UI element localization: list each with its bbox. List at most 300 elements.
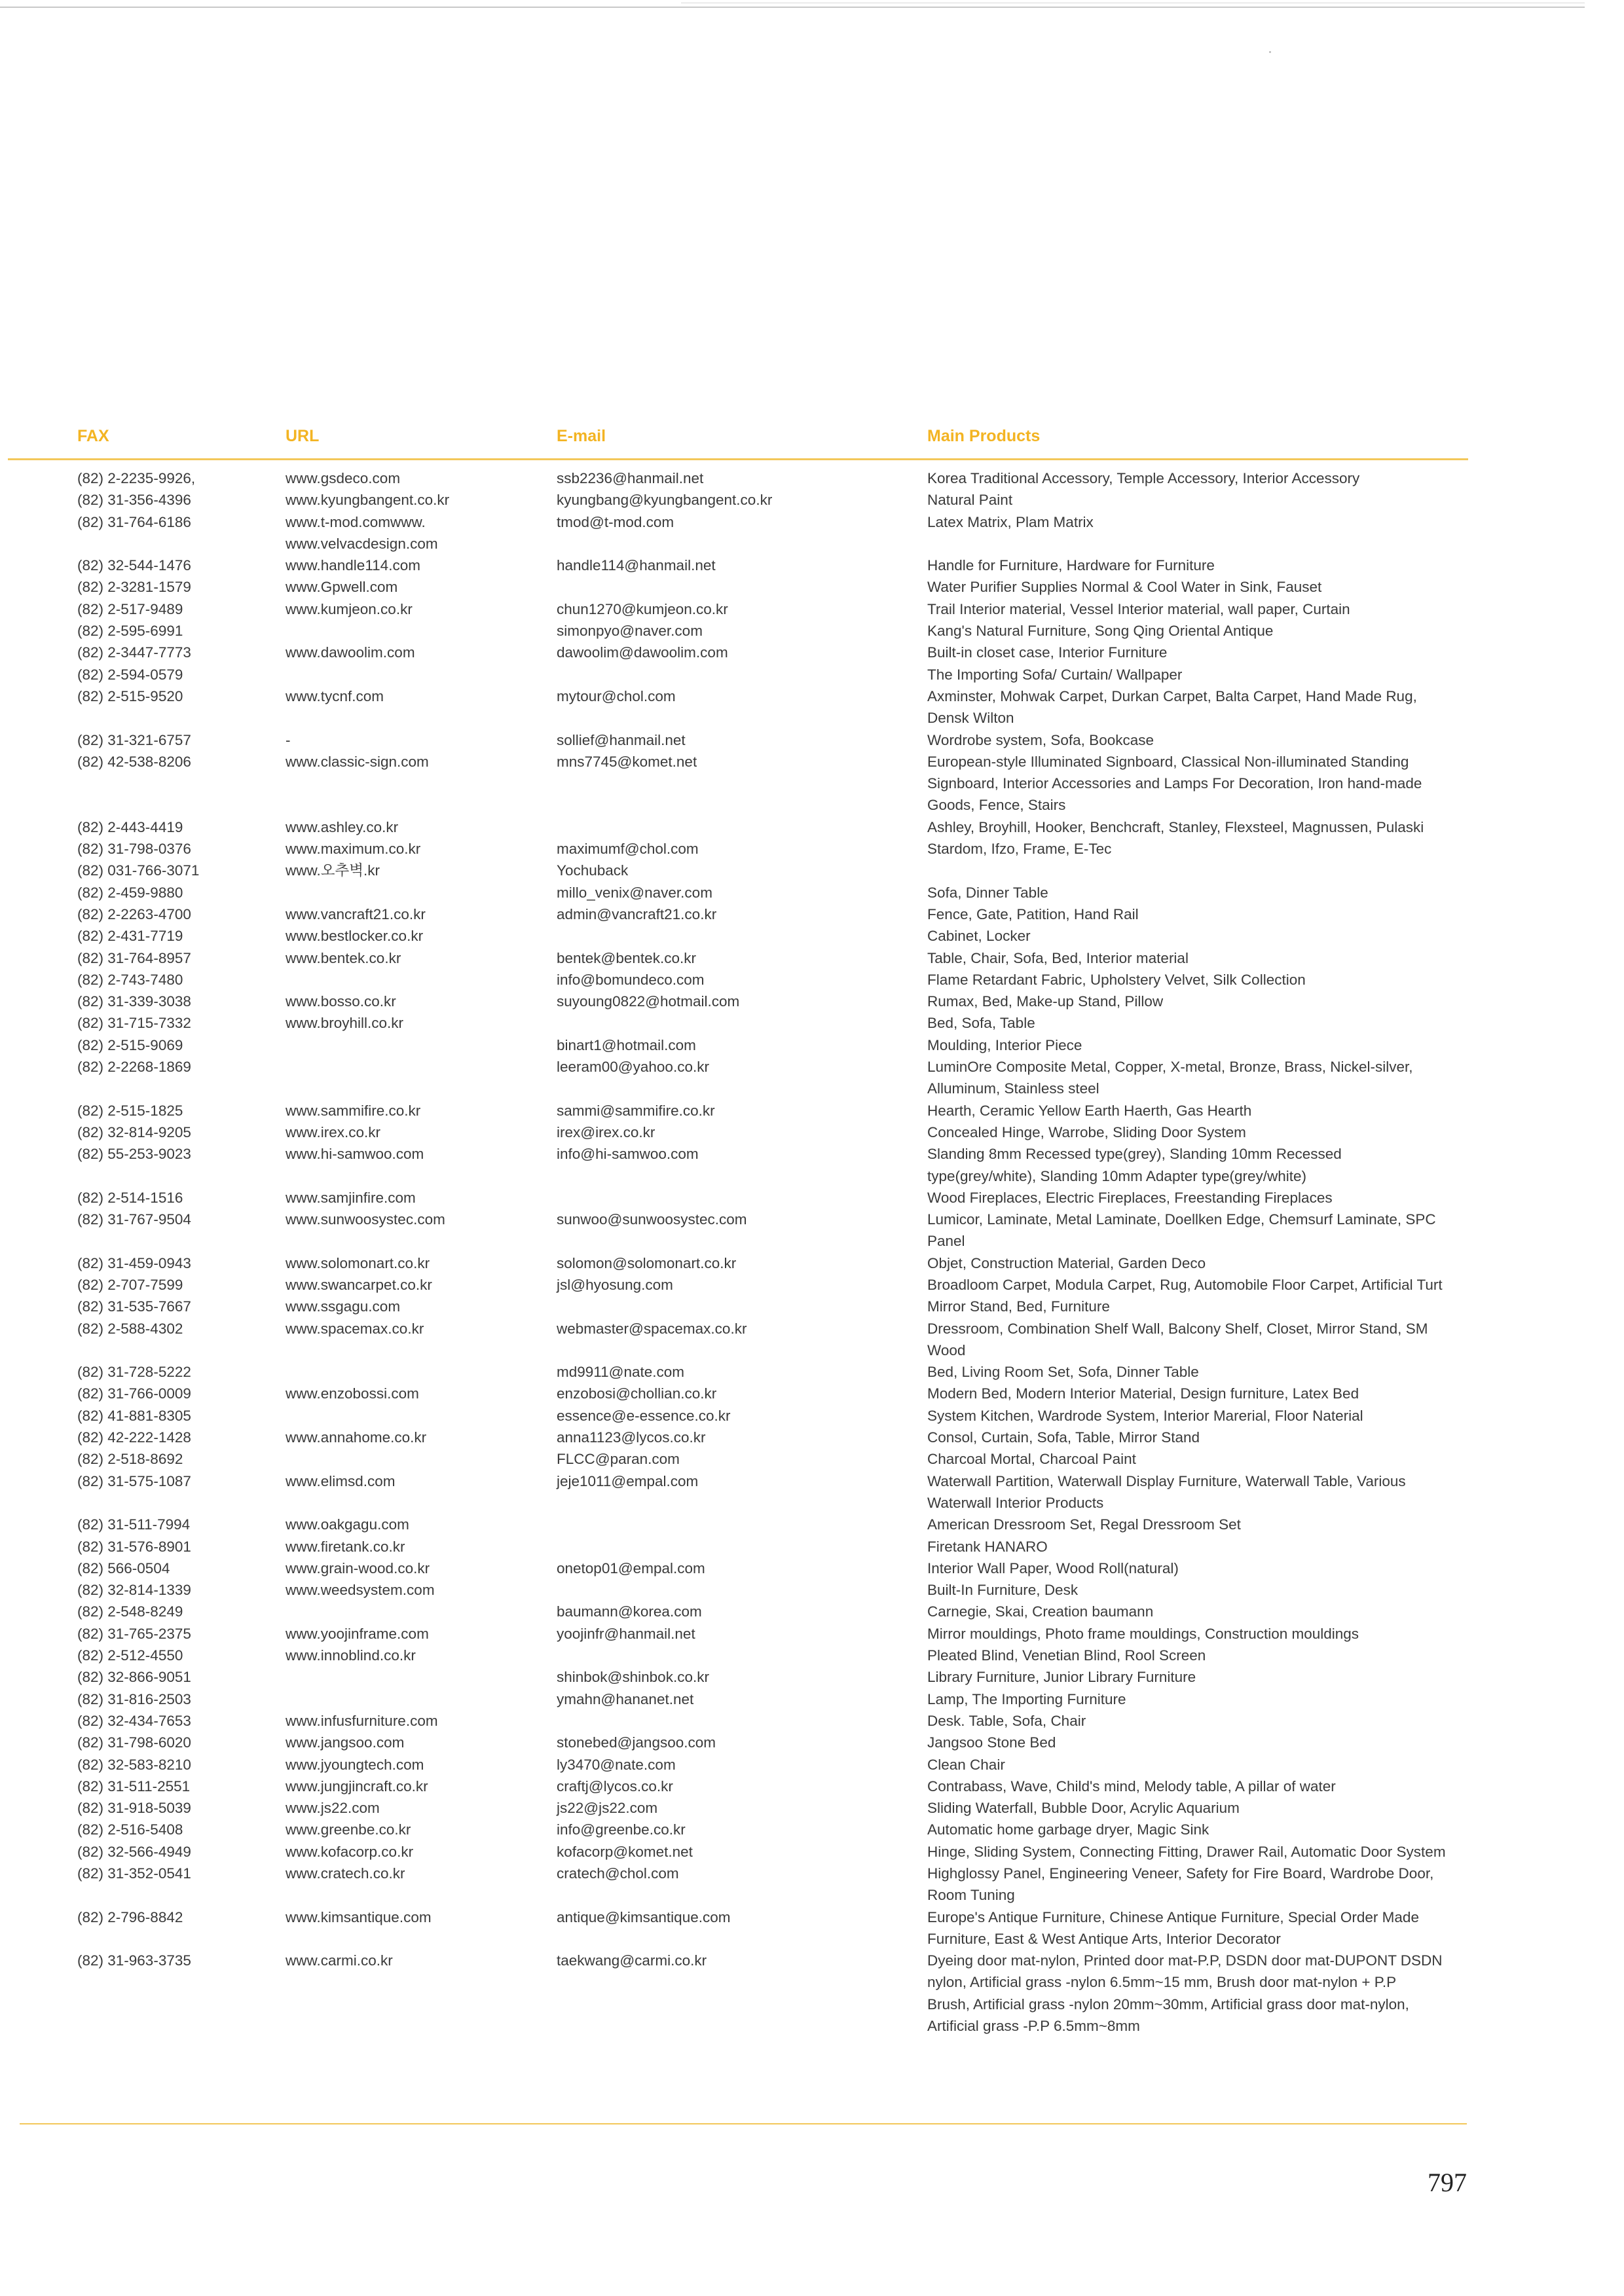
product-line: Room Tuning <box>927 1887 1015 1904</box>
product-line: Lamp, The Importing Furniture <box>927 1690 1126 1707</box>
fax-cell: (82) 566-0504 <box>77 1559 170 1576</box>
fax-cell: (82) 31-764-6186 <box>77 513 191 530</box>
product-line: Bed, Sofa, Table <box>927 1015 1035 1032</box>
email-link[interactable]: baumann@korea.com <box>557 1603 702 1620</box>
url-link <box>286 1034 534 1056</box>
product-line: Contrabass, Wave, Child's mind, Melody table, A pillar of water <box>927 1777 1336 1795</box>
product-line: Flame Retardant Fabric, Upholstery Velvet, Silk Collection <box>927 971 1306 988</box>
url-link[interactable]: www.bestlocker.co.kr <box>286 928 424 945</box>
fax-cell: (82) 42-222-1428 <box>77 1429 191 1446</box>
fax-cell: (82) 2-3447-7773 <box>77 644 191 661</box>
url-link[interactable]: www.firetank.co.kr <box>286 1538 405 1555</box>
fax-cell: (82) 2-514-1516 <box>77 1189 183 1206</box>
fax-cell: (82) 32-566-4949 <box>77 1843 191 1860</box>
email-link <box>557 1012 897 1034</box>
url-link[interactable]: www.jyoungtech.com <box>286 1756 424 1773</box>
email-link[interactable]: maximumf@chol.com <box>557 841 699 858</box>
product-line: LuminOre Composite Metal, Copper, X-metal, Bronze, Brass, Nickel-silver, <box>927 1059 1413 1076</box>
url-link <box>286 1971 534 1993</box>
product-line: Concealed Hinge, Warrobe, Sliding Door System <box>927 1123 1246 1140</box>
product-line: Objet, Construction Material, Garden Deco <box>927 1254 1206 1271</box>
email-link[interactable]: suyoung0822@hotmail.com <box>557 993 740 1010</box>
fax-cell: (82) 2-443-4419 <box>77 818 183 835</box>
fax-cell <box>77 1994 267 2015</box>
product-line: type(grey/white), Slanding 10mm Adapter type(grey/white) <box>927 1167 1307 1184</box>
email-link[interactable]: essence@e-essence.co.kr <box>557 1407 731 1424</box>
product-line: Water Purifier Supplies Normal & Cool Water in Sink, Fauset <box>927 579 1322 596</box>
product-line: Cabinet, Locker <box>927 928 1031 945</box>
url-link[interactable]: www.velvacdesign.com <box>286 535 438 552</box>
email-link[interactable]: tmod@t-mod.com <box>557 513 674 530</box>
product-line: Handle for Furniture, Hardware for Furniture <box>927 557 1215 574</box>
fax-cell: (82) 31-816-2503 <box>77 1690 191 1707</box>
product-line: Built-In Furniture, Desk <box>927 1582 1079 1599</box>
url-link[interactable]: www.maximum.co.kr <box>286 841 421 858</box>
product-line: Modern Bed, Modern Interior Material, Design furniture, Latex Bed <box>927 1385 1359 1402</box>
email-link[interactable]: admin@vancraft21.co.kr <box>557 905 717 922</box>
url-link[interactable]: www.jungjincraft.co.kr <box>286 1777 428 1795</box>
url-link[interactable]: www.infusfurniture.com <box>286 1712 438 1729</box>
url-link[interactable]: www.enzobossi.com <box>286 1385 419 1402</box>
url-link[interactable]: www.yoojinframe.com <box>286 1625 429 1642</box>
email-link <box>557 664 897 685</box>
url-link[interactable]: www.t-mod.comwww. <box>286 513 426 530</box>
product-line: Furniture, East & West Antique Arts, Interior Decorator <box>927 1930 1281 1947</box>
product-line: American Dressroom Set, Regal Dressroom Set <box>927 1516 1241 1533</box>
fax-cell: (82) 2-512-4550 <box>77 1647 183 1664</box>
url-link[interactable]: www.bentek.co.kr <box>286 949 401 966</box>
product-line: Lumicor, Laminate, Metal Laminate, Doellken Edge, Chemsurf Laminate, SPC <box>927 1211 1436 1228</box>
header-main-products: Main Products <box>927 427 1041 445</box>
email-link[interactable]: onetop01@empal.com <box>557 1559 705 1576</box>
email-link[interactable]: bentek@bentek.co.kr <box>557 949 696 966</box>
product-line: European-style Illuminated Signboard, Classical Non-illuminated Standing <box>927 753 1409 770</box>
email-link <box>557 533 897 555</box>
url-link[interactable]: www.ashley.co.kr <box>286 818 399 835</box>
product-line: System Kitchen, Wardrode System, Interior Marerial, Floor Naterial <box>927 1407 1363 1424</box>
url-link[interactable]: www.dawoolim.com <box>286 644 415 661</box>
email-link <box>557 794 897 816</box>
fax-cell: (82) 31-575-1087 <box>77 1472 191 1489</box>
fax-cell: (82) 2-518-8692 <box>77 1451 183 1468</box>
product-line: Goods, Fence, Stairs <box>927 797 1066 814</box>
fax-cell: (82) 32-544-1476 <box>77 557 191 574</box>
fax-cell <box>77 2015 267 2037</box>
email-link[interactable]: info@bomundeco.com <box>557 971 705 988</box>
url-link <box>286 1688 534 1710</box>
email-link[interactable]: anna1123@lycos.co.kr <box>557 1429 706 1446</box>
fax-cell <box>77 1492 267 1514</box>
url-column <box>286 467 534 2037</box>
product-line: Signboard, Interior Accessories and Lamps For Decoration, Iron hand-made <box>927 775 1422 792</box>
email-link[interactable]: simonpyo@naver.com <box>557 623 703 640</box>
email-link <box>557 1884 897 1906</box>
url-link <box>286 1361 534 1383</box>
url-link[interactable]: www.swancarpet.co.kr <box>286 1276 432 1293</box>
product-line: Kang's Natural Furniture, Song Qing Oriental Antique <box>927 623 1274 640</box>
product-line: Hinge, Sliding System, Connecting Fitting, Drawer Rail, Automatic Door System <box>927 1843 1446 1860</box>
product-line: Moulding, Interior Piece <box>927 1036 1082 1053</box>
product-line: Latex Matrix, Plam Matrix <box>927 513 1094 530</box>
bottom-rule <box>20 2123 1467 2124</box>
product-line: Axminster, Mohwak Carpet, Durkan Carpet, Balta Carpet, Hand Made Rug, <box>927 687 1417 704</box>
product-line: Panel <box>927 1233 965 1250</box>
products-column <box>927 467 1484 2037</box>
fax-cell: (82) 2-743-7480 <box>77 971 183 988</box>
fax-column <box>77 467 267 2037</box>
product-line: Sofa, Dinner Table <box>927 884 1048 901</box>
product-line: Wood Fireplaces, Electric Fireplaces, Freestanding Fireplaces <box>927 1189 1333 1206</box>
product-line: Korea Traditional Accessory, Temple Accessory, Interior Accessory <box>927 470 1360 486</box>
url-link <box>286 1994 534 2015</box>
url-link[interactable]: www.ssgagu.com <box>286 1298 401 1315</box>
url-link <box>286 1056 534 1078</box>
fax-cell <box>77 773 267 794</box>
email-link[interactable]: ly3470@nate.com <box>557 1756 676 1773</box>
email-link <box>557 1339 897 1361</box>
fax-cell: (82) 32-866-9051 <box>77 1669 191 1686</box>
email-link <box>557 1296 897 1317</box>
email-link[interactable]: kyungbang@kyungbangent.co.kr <box>557 492 773 509</box>
product-line: Mirror Stand, Bed, Furniture <box>927 1298 1110 1315</box>
url-link[interactable]: www.bosso.co.kr <box>286 993 396 1010</box>
email-link <box>557 1187 897 1209</box>
email-link[interactable]: mns7745@komet.net <box>557 753 697 770</box>
url-link[interactable]: www.spacemax.co.kr <box>286 1320 424 1337</box>
email-link <box>557 1928 897 1950</box>
fax-cell <box>77 1339 267 1361</box>
email-link[interactable]: binart1@hotmail.com <box>557 1036 696 1053</box>
email-link <box>557 2015 897 2037</box>
fax-cell: (82) 2-594-0579 <box>77 666 183 683</box>
product-line: Wordrobe system, Sofa, Bookcase <box>927 731 1154 748</box>
email-link <box>557 707 897 729</box>
product-line: Sliding Waterfall, Bubble Door, Acrylic Aquarium <box>927 1800 1240 1817</box>
product-line: Stardom, Ifzo, Frame, E-Tec <box>927 841 1112 858</box>
email-link[interactable]: antique@kimsantique.com <box>557 1908 731 1925</box>
email-link <box>557 1230 897 1252</box>
email-link[interactable]: dawoolim@dawoolim.com <box>557 644 728 661</box>
product-line: Jangsoo Stone Bed <box>927 1734 1056 1751</box>
email-link[interactable]: ssb2236@hanmail.net <box>557 470 704 486</box>
product-line: Broadloom Carpet, Modula Carpet, Rug, Automobile Floor Carpet, Artificial Turt <box>927 1276 1443 1293</box>
url-link[interactable]: www.gsdeco.com <box>286 470 401 486</box>
fax-cell: (82) 2-2235-9926, <box>77 470 196 486</box>
email-link[interactable]: FLCC@paran.com <box>557 1451 680 1468</box>
url-link <box>286 1230 534 1252</box>
product-line: Consol, Curtain, Sofa, Table, Mirror Stand <box>927 1429 1200 1446</box>
url-link <box>286 773 534 794</box>
product-line: Densk Wilton <box>927 710 1014 727</box>
url-link[interactable]: www.greenbe.co.kr <box>286 1821 411 1838</box>
product-line: Fence, Gate, Patition, Hand Rail <box>927 905 1139 922</box>
email-link[interactable]: sammi@sammifire.co.kr <box>557 1102 715 1119</box>
url-link[interactable]: www.innoblind.co.kr <box>286 1647 416 1664</box>
fax-cell: (82) 31-764-8957 <box>77 949 191 966</box>
email-link[interactable]: enzobosi@chollian.co.kr <box>557 1385 717 1402</box>
fax-cell: (82) 31-511-7994 <box>77 1516 191 1533</box>
email-link[interactable]: handle114@hanmail.net <box>557 557 716 574</box>
fax-cell: (82) 2-595-6991 <box>77 623 183 640</box>
email-link[interactable]: shinbok@shinbok.co.kr <box>557 1669 709 1686</box>
fax-cell: (82) 2-431-7719 <box>77 928 183 945</box>
url-link[interactable]: www.kyungbangent.co.kr <box>286 492 450 509</box>
url-link[interactable]: www.jangsoo.com <box>286 1734 405 1751</box>
product-line: Slanding 8mm Recessed type(grey), Slanding 10mm Recessed <box>927 1146 1342 1163</box>
url-link[interactable]: www.tycnf.com <box>286 687 384 704</box>
url-link[interactable]: www.samjinfire.com <box>286 1189 416 1206</box>
fax-cell: (82) 2-459-9880 <box>77 884 183 901</box>
email-link[interactable]: webmaster@spacemax.co.kr <box>557 1320 747 1337</box>
email-link <box>557 816 897 838</box>
fax-cell: (82) 31-576-8901 <box>77 1538 191 1555</box>
email-link[interactable]: cratech@chol.com <box>557 1865 679 1882</box>
header-rule <box>8 458 1468 460</box>
url-link[interactable]: www.classic-sign.com <box>286 753 429 770</box>
fax-cell: (82) 31-339-3038 <box>77 993 191 1010</box>
fax-cell <box>77 707 267 729</box>
url-link <box>286 1492 534 1514</box>
url-link[interactable]: www.cratech.co.kr <box>286 1865 405 1882</box>
product-line: Automatic home garbage dryer, Magic Sink <box>927 1821 1209 1838</box>
fax-cell: (82) 31-766-0009 <box>77 1385 191 1402</box>
fax-cell: (82) 32-583-8210 <box>77 1756 191 1773</box>
product-line: Europe's Antique Furniture, Chinese Antique Furniture, Special Order Made <box>927 1908 1419 1925</box>
product-line: Wood <box>927 1341 966 1358</box>
fax-cell: (82) 31-352-0541 <box>77 1865 191 1882</box>
email-link <box>557 1645 897 1666</box>
fax-cell: (82) 031-766-3071 <box>77 862 200 879</box>
url-link <box>286 707 534 729</box>
product-line: Waterwall Interior Products <box>927 1494 1104 1511</box>
email-link[interactable]: craftj@lycos.co.kr <box>557 1777 673 1795</box>
url-link <box>286 664 534 685</box>
url-link <box>286 882 534 903</box>
fax-cell: (82) 2-515-9520 <box>77 687 183 704</box>
product-line: Charcoal Mortal, Charcoal Paint <box>927 1451 1136 1468</box>
product-line: Alluminum, Stainless steel <box>927 1080 1099 1097</box>
email-link <box>557 1710 897 1732</box>
url-link[interactable]: www.오추벽.kr <box>286 862 380 879</box>
product-line: Artificial grass -P.P 6.5mm~8mm <box>927 2018 1140 2035</box>
fax-cell <box>77 1971 267 1993</box>
email-link <box>557 1514 897 1535</box>
product-line: Rumax, Bed, Make-up Stand, Pillow <box>927 993 1164 1010</box>
product-line: Table, Chair, Sofa, Bed, Interior material <box>927 949 1189 966</box>
product-line: Pleated Blind, Venetian Blind, Rool Screen <box>927 1647 1206 1664</box>
product-line: Dyeing door mat-nylon, Printed door mat-P.P, DSDN door mat-DUPONT DSDN <box>927 1952 1443 1969</box>
url-link[interactable]: www.grain-wood.co.kr <box>286 1559 430 1576</box>
url-link[interactable]: - <box>286 731 291 748</box>
url-link <box>286 1448 534 1470</box>
product-line: Bed, Living Room Set, Sofa, Dinner Table <box>927 1364 1199 1381</box>
fax-cell <box>77 1884 267 1906</box>
url-link <box>286 1339 534 1361</box>
email-link <box>557 925 897 947</box>
url-link[interactable]: www.solomonart.co.kr <box>286 1254 430 1271</box>
email-link[interactable]: yoojinfr@hanmail.net <box>557 1625 695 1642</box>
url-link[interactable]: www.vancraft21.co.kr <box>286 905 426 922</box>
email-link <box>557 576 897 598</box>
url-link[interactable]: www.annahome.co.kr <box>286 1429 427 1446</box>
fax-cell: (82) 31-767-9504 <box>77 1211 191 1228</box>
email-link <box>557 1165 897 1187</box>
product-line: Interior Wall Paper, Wood Roll(natural) <box>927 1559 1179 1576</box>
email-link[interactable]: stonebed@jangsoo.com <box>557 1734 716 1751</box>
url-link[interactable]: www.hi-samwoo.com <box>286 1146 424 1163</box>
url-link[interactable]: www.carmi.co.kr <box>286 1952 393 1969</box>
email-link[interactable]: jsl@hyosung.com <box>557 1276 673 1293</box>
product-line: Ashley, Broyhill, Hooker, Benchcraft, Stanley, Flexsteel, Magnussen, Pulaski <box>927 818 1424 835</box>
fax-cell: (82) 31-535-7667 <box>77 1298 191 1315</box>
email-link[interactable]: jeje1011@empal.com <box>557 1472 699 1489</box>
fax-cell: (82) 32-814-9205 <box>77 1123 191 1140</box>
fax-cell: (82) 2-796-8842 <box>77 1908 183 1925</box>
url-link[interactable]: www.Gpwell.com <box>286 579 398 596</box>
fax-cell: (82) 2-2263-4700 <box>77 905 191 922</box>
fax-cell: (82) 31-715-7332 <box>77 1015 191 1032</box>
fax-cell: (82) 55-253-9023 <box>77 1146 191 1163</box>
fax-cell: (82) 41-881-8305 <box>77 1407 191 1424</box>
fax-cell: (82) 42-538-8206 <box>77 753 191 770</box>
email-link <box>557 1492 897 1514</box>
product-line: Built-in closet case, Interior Furniture <box>927 644 1168 661</box>
email-link <box>557 1579 897 1601</box>
url-link[interactable]: www.oakgagu.com <box>286 1516 409 1533</box>
product-line: The Importing Sofa/ Curtain/ Wallpaper <box>927 666 1183 683</box>
fax-cell <box>77 1165 267 1187</box>
url-link[interactable]: www.kofacorp.co.kr <box>286 1843 414 1860</box>
url-link <box>286 2015 534 2037</box>
fax-cell: (82) 31-459-0943 <box>77 1254 191 1271</box>
email-link <box>557 1078 897 1099</box>
email-link[interactable]: irex@irex.co.kr <box>557 1123 655 1140</box>
url-link[interactable]: www.sammifire.co.kr <box>286 1102 421 1119</box>
product-line <box>927 860 1484 881</box>
email-link <box>557 773 897 794</box>
email-link[interactable]: taekwang@carmi.co.kr <box>557 1952 707 1969</box>
product-line: nylon, Artificial grass -nylon 6.5mm~15 mm, Brush door mat-nylon + P.P <box>927 1974 1397 1991</box>
fax-cell: (82) 31-728-5222 <box>77 1364 191 1381</box>
url-link[interactable]: www.broyhill.co.kr <box>286 1015 404 1032</box>
fax-cell <box>77 1230 267 1252</box>
header-fax: FAX <box>77 427 109 445</box>
fax-cell: (82) 32-814-1339 <box>77 1582 191 1599</box>
email-link[interactable]: md9911@nate.com <box>557 1364 685 1381</box>
fax-cell: (82) 31-356-4396 <box>77 492 191 509</box>
product-line: Dressroom, Combination Shelf Wall, Balcony Shelf, Closet, Mirror Stand, SM <box>927 1320 1428 1337</box>
email-link[interactable]: leeram00@yahoo.co.kr <box>557 1059 709 1076</box>
email-link <box>557 1971 897 1993</box>
product-line: Highglossy Panel, Engineering Veneer, Safety for Fire Board, Wardrobe Door, <box>927 1865 1434 1882</box>
fax-cell: (82) 2-548-8249 <box>77 1603 183 1620</box>
scan-edge-line <box>0 7 1585 8</box>
fax-cell: (82) 31-321-6757 <box>77 731 191 748</box>
fax-cell <box>77 1078 267 1099</box>
fax-cell: (82) 32-434-7653 <box>77 1712 191 1729</box>
fax-cell: (82) 2-517-9489 <box>77 600 183 617</box>
product-line: Desk. Table, Sofa, Chair <box>927 1712 1086 1729</box>
url-link[interactable]: www.handle114.com <box>286 557 420 574</box>
fax-cell: (82) 2-707-7599 <box>77 1276 183 1293</box>
fax-cell: (82) 2-515-1825 <box>77 1102 183 1119</box>
email-link[interactable]: sollief@hanmail.net <box>557 731 686 748</box>
email-link[interactable]: mytour@chol.com <box>557 687 676 704</box>
url-link[interactable]: www.sunwoosystec.com <box>286 1211 445 1228</box>
url-link[interactable]: www.kimsantique.com <box>286 1908 432 1925</box>
product-line: Carnegie, Skai, Creation baumann <box>927 1603 1154 1620</box>
fax-cell: (82) 31-798-6020 <box>77 1734 191 1751</box>
email-column <box>557 467 897 2037</box>
product-line: Clean Chair <box>927 1756 1005 1773</box>
url-link <box>286 794 534 816</box>
product-line: Brush, Artificial grass -nylon 20mm~30mm, Artificial grass door mat-nylon, <box>927 1995 1409 2013</box>
fax-cell: (82) 31-765-2375 <box>77 1625 191 1642</box>
fax-cell: (82) 2-3281-1579 <box>77 579 191 596</box>
url-link <box>286 1078 534 1099</box>
fax-cell: (82) 2-2268-1869 <box>77 1059 191 1076</box>
fax-cell: (82) 31-918-5039 <box>77 1800 191 1817</box>
fax-cell: (82) 2-588-4302 <box>77 1320 183 1337</box>
email-link[interactable]: ymahn@hananet.net <box>557 1690 694 1707</box>
fax-cell <box>77 1928 267 1950</box>
url-link <box>286 1928 534 1950</box>
url-link <box>286 1666 534 1688</box>
fax-cell: (82) 31-511-2551 <box>77 1777 191 1795</box>
fax-cell: (82) 31-963-3735 <box>77 1952 191 1969</box>
email-link <box>557 1536 897 1558</box>
fax-cell: (82) 2-515-9069 <box>77 1036 183 1053</box>
product-line <box>927 533 1484 555</box>
product-line: Firetank HANARO <box>927 1538 1048 1555</box>
url-link[interactable]: www.elimsd.com <box>286 1472 396 1489</box>
email-link[interactable]: js22@js22.com <box>557 1800 658 1817</box>
email-link[interactable]: sunwoo@sunwoosystec.com <box>557 1211 747 1228</box>
email-link[interactable]: info@hi-samwoo.com <box>557 1146 699 1163</box>
email-link[interactable]: solomon@solomonart.co.kr <box>557 1254 737 1271</box>
scan-speck <box>1269 51 1271 53</box>
url-link[interactable]: www.weedsystem.com <box>286 1582 435 1599</box>
email-link[interactable]: info@greenbe.co.kr <box>557 1821 686 1838</box>
url-link <box>286 620 534 642</box>
url-link <box>286 1601 534 1622</box>
email-link[interactable]: millo_venix@naver.com <box>557 884 712 901</box>
url-link <box>286 1165 534 1187</box>
product-line: Waterwall Partition, Waterwall Display Furniture, Waterwall Table, Various <box>927 1472 1406 1489</box>
url-link[interactable]: www.kumjeon.co.kr <box>286 600 413 617</box>
product-line: Trail Interior material, Vessel Interior material, wall paper, Curtain <box>927 600 1350 617</box>
email-link[interactable]: chun1270@kumjeon.co.kr <box>557 600 728 617</box>
email-link[interactable]: Yochuback <box>557 862 629 879</box>
fax-cell: (82) 2-516-5408 <box>77 1821 183 1838</box>
fax-cell <box>77 533 267 555</box>
url-link[interactable]: www.js22.com <box>286 1800 380 1817</box>
product-line: Library Furniture, Junior Library Furniture <box>927 1669 1196 1686</box>
header-url: URL <box>286 427 320 445</box>
url-link <box>286 1884 534 1906</box>
fax-cell: (82) 31-798-0376 <box>77 841 191 858</box>
header-email: E-mail <box>557 427 606 445</box>
url-link <box>286 1405 534 1427</box>
email-link[interactable]: kofacorp@komet.net <box>557 1843 693 1860</box>
product-line: Natural Paint <box>927 492 1013 509</box>
url-link <box>286 969 534 991</box>
page-number: 797 <box>1428 2168 1467 2197</box>
product-line: Hearth, Ceramic Yellow Earth Haerth, Gas Hearth <box>927 1102 1252 1119</box>
email-link <box>557 1994 897 2015</box>
product-line: Mirror mouldings, Photo frame mouldings, Construction mouldings <box>927 1625 1359 1642</box>
url-link[interactable]: www.irex.co.kr <box>286 1123 381 1140</box>
